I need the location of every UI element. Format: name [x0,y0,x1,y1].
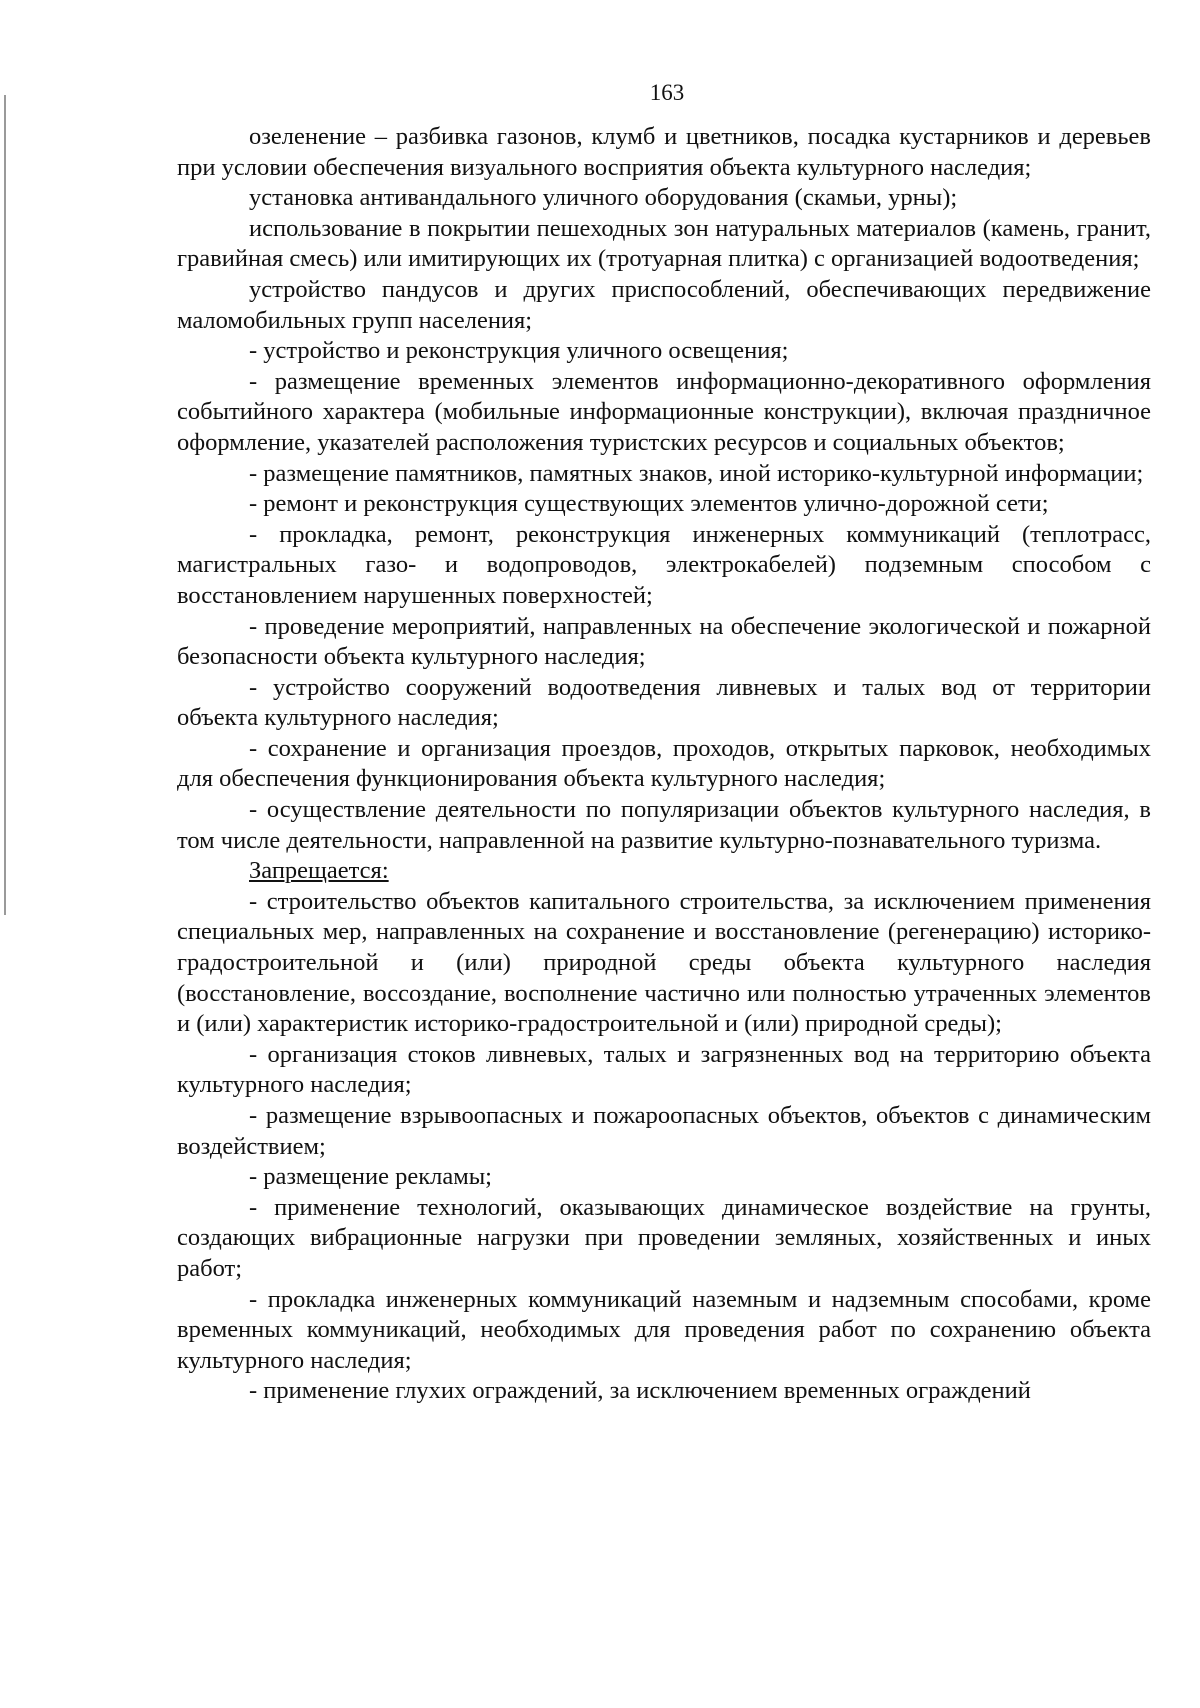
prohibited-item-runoff: - организация стоков ливневых, талых и загрязненных вод на территорию объекта культурного наследия; [177,1040,1151,1099]
paragraph-safety: - проведение мероприятий, направленных на обеспечение экологической и пожарной безопасности объекта культурного наследия; [177,612,1151,671]
scan-edge-line [4,95,6,915]
prohibited-item-advertising: - размещение рекламы; [249,1163,492,1191]
paragraph-street-equipment: установка антивандального уличного оборудования (скамьи, урны); [249,184,958,212]
paragraph-tourism: - осуществление деятельности по популяризации объектов культурного наследия, в том числе деятельности, направленной на развитие культурно-познавательного туризма. [177,796,1151,854]
paragraph-monuments: - размещение памятников, памятных знаков, иной историко-культурной информации; [249,459,1144,487]
paragraph-street-lighting: - устройство и реконструкция уличного освещения; [249,337,789,365]
prohibited-item-hazardous-objects: - размещение взрывоопасных и пожароопасных объектов, объектов с динамическим воздействием; [177,1102,1151,1160]
prohibited-item-construction: - строительство объектов капитального строительства, за исключением применения специальных мер, направленных на сохранение и восстановление (регенерацию) историко-градостроительной и (или) природной среды объекта культурного наследия (восстановление, воссоздание, восполнение частично или полностью утраченных элементов и (или) характеристик историко-градостроительной и (или) природной среды); [177,887,1151,1038]
paragraph-utilities: - прокладка, ремонт, реконструкция инженерных коммуникаций (теплотрасс, магистральных газо- и водопроводов, электрокабелей) подземным способом с восстановлением нарушенных поверхностей; [177,520,1151,609]
paragraph-ramps: устройство пандусов и других приспособлений, обеспечивающих передвижение маломобильных групп населения; [177,275,1151,334]
paragraph-decorative-elements: - размещение временных элементов информационно-декоративного оформления событийного характера (мобильные информационные конструкции), включая праздничное оформление, указателей расположения туристских ресурсов и социальных объектов; [177,367,1151,456]
paragraph-landscaping: озеленение – разбивка газонов, клумб и цветников, посадка кустарников и деревьев при условии обеспечения визуального восприятия объекта культурного наследия; [177,123,1151,181]
document-body [177,122,1151,1407]
prohibited-heading-text: Запрещается: [249,857,389,885]
prohibited-item-overground-utilities: - прокладка инженерных коммуникаций наземным и надземным способами, кроме временных коммуникаций, необходимых для проведения работ по сохранению объекта культурного наследия; [177,1285,1151,1374]
paragraph-road-network: - ремонт и реконструкция существующих элементов улично-дорожной сети; [249,490,1049,518]
paragraph-drainage: - устройство сооружений водоотведения ливневых и талых вод от территории объекта культурного наследия; [177,673,1151,732]
prohibited-item-vibration: - применение технологий, оказывающих динамическое воздействие на грунты, создающих вибрационные нагрузки при проведении земляных, хозяйственных и иных работ; [177,1193,1151,1282]
paragraph-natural-materials: использование в покрытии пешеходных зон натуральных материалов (камень, гранит, гравийная смесь) или имитирующих их (тротуарная плитка) с организацией водоотведения; [177,214,1151,273]
prohibited-item-solid-fences: - применение глухих ограждений, за исключением временных ограждений [249,1377,1031,1405]
paragraph-parking: - сохранение и организация проездов, проходов, открытых парковок, необходимых для обеспечения функционирования объекта культурного наследия; [177,734,1151,793]
page-number: 163 [649,80,685,105]
prohibited-heading [177,856,1151,887]
